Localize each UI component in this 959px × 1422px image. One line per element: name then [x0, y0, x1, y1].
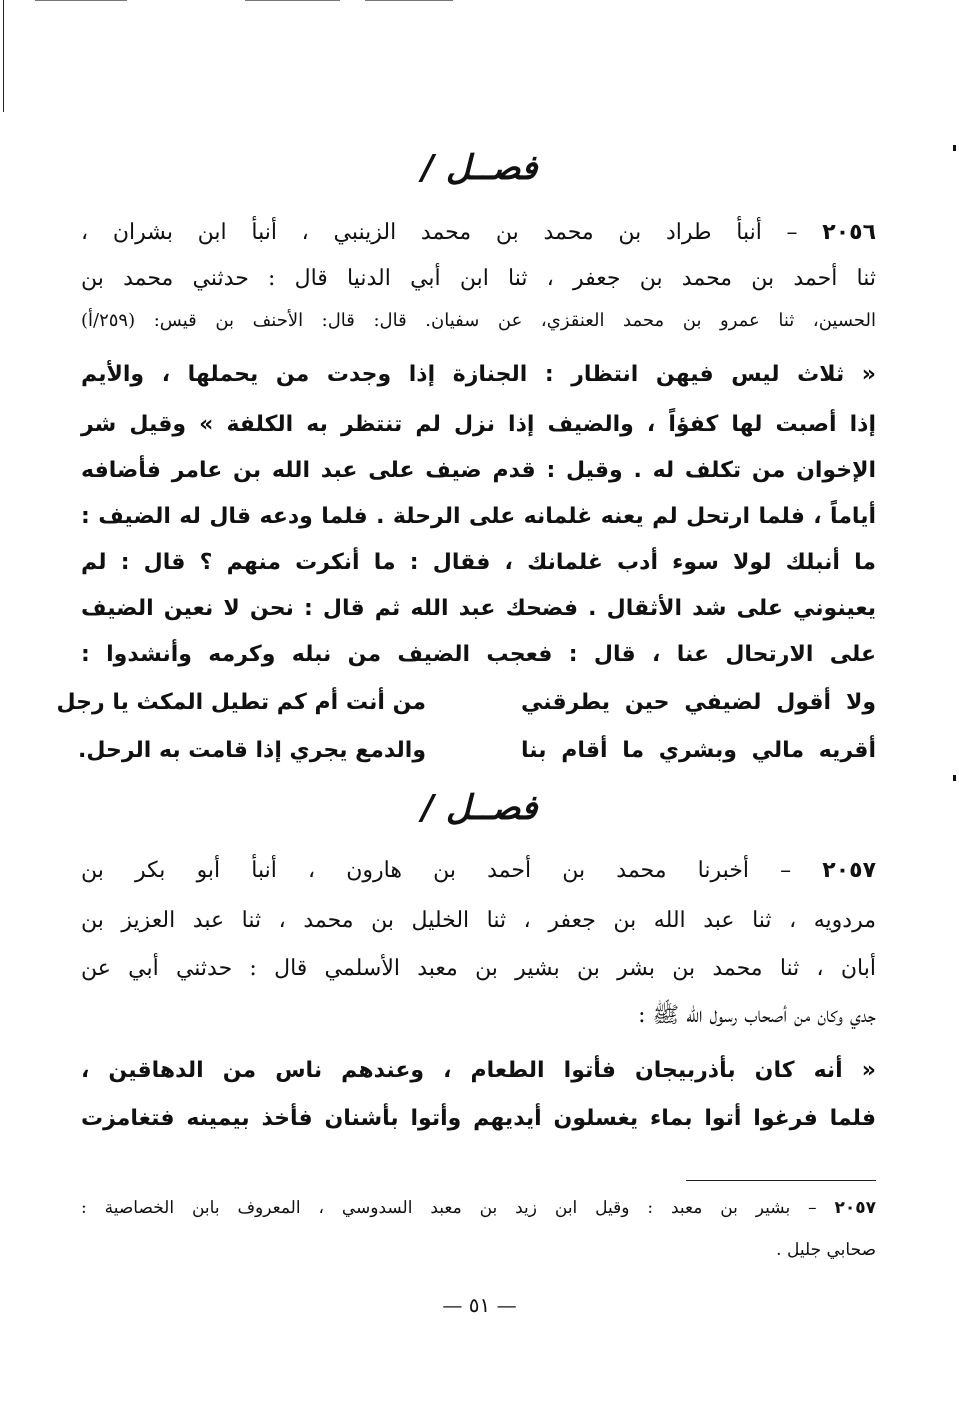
quote-line: أياماً ، فلما ارتحل لم يعنه غلمانه على الرحلة . فلما ودعه قال له الضيف : — [81, 504, 876, 529]
entry-line: جدي وكان من أصحاب رسول الله ﷺ : — [638, 1003, 876, 1028]
entry-line: ٢٠٥٦ – أنبأ طراد بن محمد بن محمد الزينبي ، أنبأ ابن بشران ، — [81, 220, 876, 245]
quote-line: يعينوني على شد الأثقال . فضحك عبد الله ثم قال : نحن لا نعين الضيف — [81, 596, 876, 621]
quote-line: « أنه كان بأذربيجان فأتوا الطعام ، وعندهم ناس من الدهاقين ، — [81, 1058, 876, 1083]
verse-second-hemistich: والدمع يجري إذا قامت به الرحل. — [78, 738, 426, 763]
entry-number: ٢٠٥٦ — [822, 220, 876, 245]
section-heading: فصــل / — [421, 788, 538, 828]
scan-edge-mark — [953, 775, 956, 781]
footnote-separator — [686, 1180, 876, 1181]
entry-line: أبان ، ثنا محمد بن بشر بن بشير بن معبد الأسلمي قال : حدثني أبي عن — [81, 956, 876, 981]
scan-edge-line — [3, 0, 4, 112]
page-number: — ٥١ — — [442, 1293, 517, 1317]
poem-verse — [56, 690, 876, 715]
footnote-line: صحابي جليل . — [776, 1240, 876, 1260]
footnote-number: ٢٠٥٧ — [834, 1198, 876, 1218]
footnote-line: ٢٠٥٧ – بشير بن معبد : وقيل ابن زيد بن معبد السدوسي ، المعروف بابن الخصاصية : — [81, 1198, 876, 1218]
entry-line: ٢٠٥٧ – أخبرنا محمد بن أحمد بن هارون ، أنبأ أبو بكر بن — [81, 858, 877, 883]
verse-second-hemistich: من أنت أم كم تطيل المكث يا رجل — [56, 690, 426, 715]
verse-first-hemistich: أقريه مالي وبشري ما أقام بنا — [521, 738, 876, 763]
quote-line: إذا أصبت لها كفؤاً ، والضيف إذا نزل لم تنتظر به الكلفة » وقيل شر — [81, 412, 876, 437]
entry-line: ثنا أحمد بن محمد بن جعفر ، ثنا ابن أبي الدنيا قال : حدثني محمد بن — [81, 266, 876, 291]
quote-line: على الارتحال عنا ، قال : فعجب الضيف من نبله وكرمه وأنشدوا : — [81, 642, 876, 667]
scan-top-mark — [245, 0, 340, 1]
entry-line: الحسين، ثنا عمرو بن محمد العنقزي، عن سفيان. قال: قال: الأحنف بن قيس: (٢٥٩/أ) — [81, 310, 876, 331]
section-heading: فصــل / — [421, 148, 538, 188]
entry-line: مردويه ، ثنا عبد الله بن جعفر ، ثنا الخليل بن محمد ، ثنا عبد العزيز بن — [81, 908, 876, 933]
scan-top-mark — [365, 0, 453, 1]
quote-line: ما أنبلك لولا سوء أدب غلمانك ، فقال : ما أنكرت منهم ؟ قال : لم — [81, 550, 876, 575]
entry-number: ٢٠٥٧ — [822, 858, 877, 883]
quote-line: فلما فرغوا أتوا بماء يغسلون أيديهم وأتوا بأشنان فأخذ بيمينه فتغامزت — [81, 1106, 876, 1131]
poem-verse — [78, 738, 876, 763]
verse-first-hemistich: ولا أقول لضيفي حين يطرقني — [521, 690, 876, 715]
scan-top-mark — [35, 0, 127, 1]
quote-line: الإخوان من تكلف له . وقيل : قدم ضيف على عبد الله بن عامر فأضافه — [81, 458, 876, 483]
quote-line: « ثلاث ليس فيهن انتظار : الجنازة إذا وجدت من يحملها ، والأيم — [81, 362, 876, 387]
